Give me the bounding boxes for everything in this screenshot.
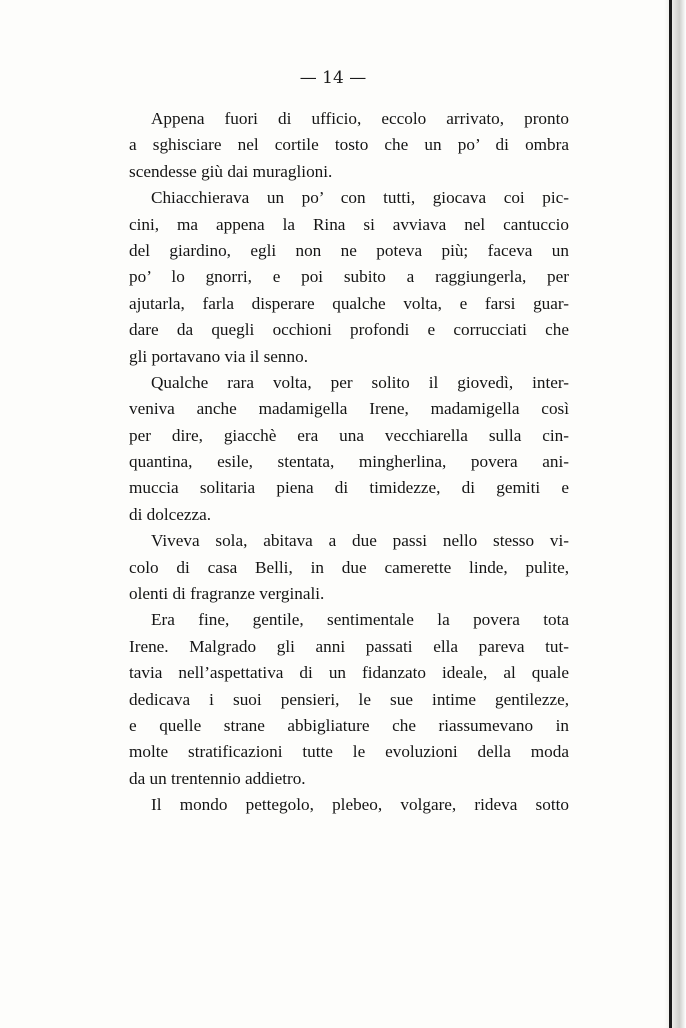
text-line: Appena fuori di ufficio, eccolo arrivato, pronto: [151, 109, 569, 128]
text-line: molte stratificazioni tutte le evoluzioni della moda: [129, 742, 569, 762]
text-line: scendesse giù dai muraglioni.: [129, 161, 333, 181]
body-text: [129, 106, 569, 819]
text-line: da un trentennio addietro.: [129, 768, 306, 788]
text-line: colo di casa Belli, in due camerette linde, pulite,: [129, 557, 569, 577]
text-line: dedicava i suoi pensieri, le sue intime gentilezze,: [129, 689, 569, 709]
text-line: ajutarla, farla disperare qualche volta, e farsi guar-: [129, 293, 569, 313]
text-line: olenti di fragranze verginali.: [129, 584, 325, 604]
text-line: Viveva sola, abitava a due passi nello stesso vi-: [151, 531, 569, 551]
text-line: Era fine, gentile, sentimentale la povera tota: [151, 610, 569, 630]
text-line: Irene. Malgrado gli anni passati ella pareva tut-: [129, 636, 569, 656]
text-line: Il mondo pettegolo, plebeo, volgare, rideva sotto: [151, 795, 569, 815]
text-line: del giardino, egli non ne poteva più; faceva un: [129, 240, 569, 260]
text-line: tavia nell’aspettativa di un fidanzato ideale, al quale: [129, 663, 569, 683]
text-line: e quelle strane abbigliature che riassumevano in: [129, 715, 569, 735]
text-line: per dire, giacchè era una vecchiarella sulla cin-: [129, 425, 569, 445]
text-line: dare da quegli occhioni profondi e corrucciati che: [129, 320, 569, 340]
page-binding-edge: [664, 0, 686, 1028]
text-line: veniva anche madamigella Irene, madamigella così: [129, 399, 569, 419]
text-line: quantina, esile, stentata, mingherlina, povera ani-: [129, 452, 569, 472]
text-line: Chiacchierava un po’ con tutti, giocava coi pic-: [151, 188, 569, 208]
text-line: gli portavano via il senno.: [129, 346, 309, 366]
text-line: po’ lo gnorri, e poi subito a raggiungerla, per: [129, 267, 569, 287]
text-line: di dolcezza.: [129, 504, 212, 524]
text-line: Qualche rara volta, per solito il giovedì, inter-: [151, 372, 569, 392]
text-line: a sghisciare nel cortile tosto che un po’ di ombra: [129, 135, 569, 155]
page-number: — 14 —: [299, 68, 367, 88]
text-line: muccia solitaria piena di timidezze, di gemiti e: [129, 478, 569, 498]
page-binding-line: [669, 0, 672, 1028]
text-line: cini, ma appena la Rina si avviava nel cantuccio: [129, 214, 569, 234]
